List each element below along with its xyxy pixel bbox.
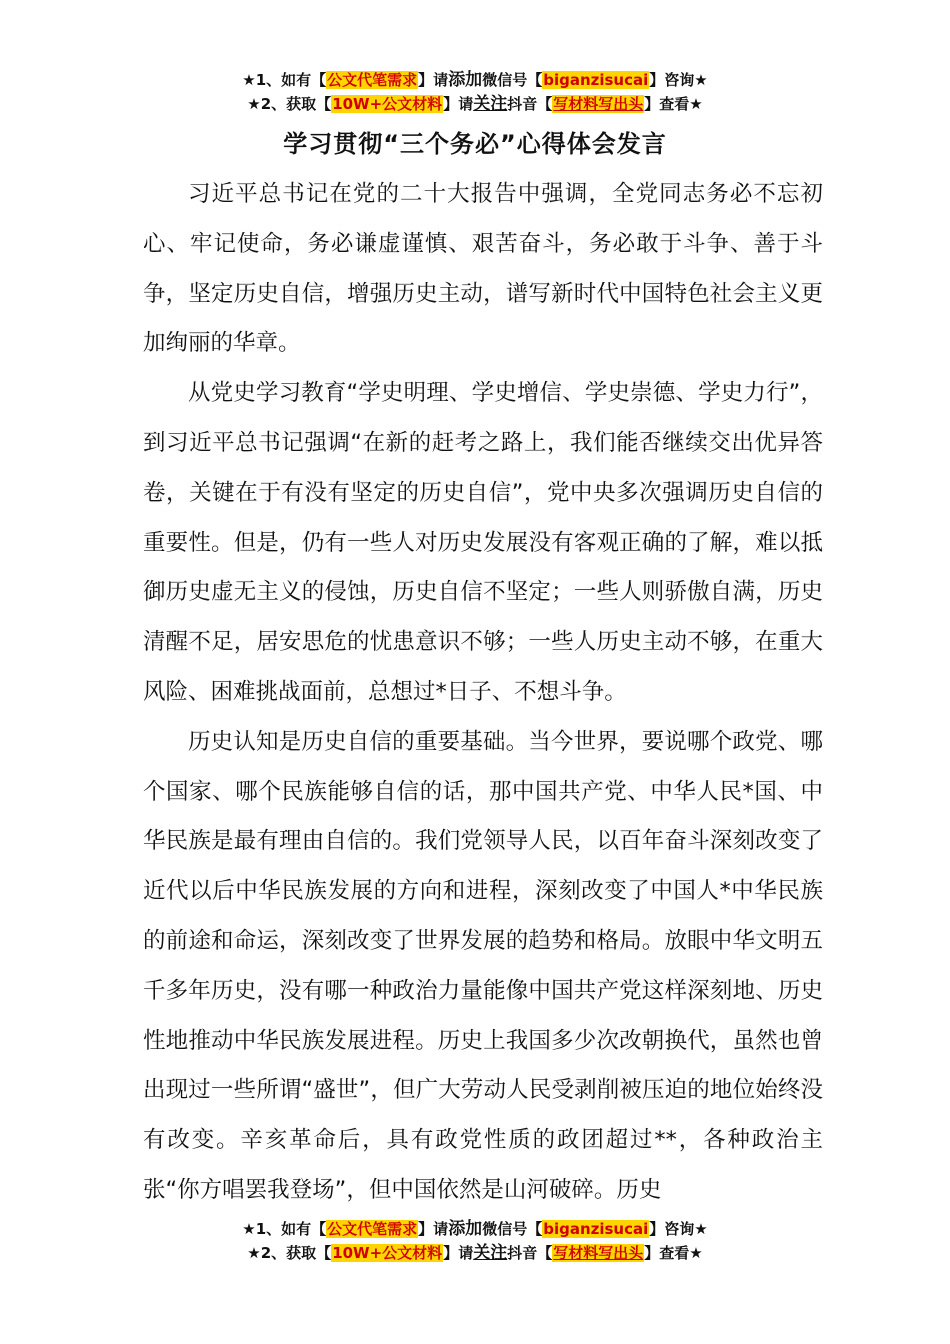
promo-line-1 <box>0 1217 950 1241</box>
promo-text: 】请 <box>418 71 449 89</box>
document-body <box>143 170 823 1216</box>
promo-text: ★2、获取【 <box>247 95 332 113</box>
promo-text: 】查看★ <box>644 1244 703 1262</box>
promo-text: 】咨询★ <box>649 71 708 89</box>
promo-emphasis: 添加 <box>448 1219 483 1239</box>
body-paragraph-3: 历史认知是历史自信的重要基础。当今世界，要说哪个政党、哪个国家、哪个民族能够自信的话，那中国共产党、中华人民*国、中华民族是最有理由自信的。我们党领导人民，以百年奋斗深刻改变了近代以后中华民族发展的方向和进程，深刻改变了中国人*中华民族的前途和命运，深刻改变了世界发展的趋势和格局。放眼中华文明五千多年历史，没有哪一种政治力量能像中国共产党这样深刻地、历史性地推动中华民族发展进程。历史上我国多少次改朝换代，虽然也曾出现过一些所谓“盛世”，但广大劳动人民受剥削被压迫的地位始终没有改变。辛亥革命后，具有政党性质的政团超过**，各种政治主张“你方唱罢我登场”，但中国依然是山河破碎。历史 <box>143 728 823 1203</box>
promo-text: 】咨询★ <box>649 1220 708 1238</box>
promo-highlight-wechat-id: biganzisucai <box>543 71 649 89</box>
promo-emphasis: 关注 <box>473 1243 508 1263</box>
promo-highlight-douyin: 写材料写出头 <box>553 95 644 113</box>
promo-text: 】请 <box>418 1220 449 1238</box>
promo-text: 微信号【 <box>482 1220 543 1238</box>
promo-text: 】请 <box>443 1244 474 1262</box>
promo-text: ★2、获取【 <box>247 1244 332 1262</box>
promo-emphasis: 添加 <box>448 70 483 90</box>
promo-highlight-materials: 10W+公文材料 <box>332 95 443 113</box>
promo-line-2 <box>0 1241 950 1265</box>
promo-line-1 <box>0 68 950 92</box>
promo-text: 】查看★ <box>644 95 703 113</box>
promo-banner-bottom <box>0 1217 950 1265</box>
promo-text: ★1、如有【 <box>242 1220 327 1238</box>
promo-highlight-service: 公文代笔需求 <box>327 1220 418 1238</box>
promo-highlight-douyin: 写材料写出头 <box>553 1244 644 1262</box>
promo-text: 】请 <box>443 95 474 113</box>
promo-highlight-wechat-id: biganzisucai <box>543 1220 649 1238</box>
body-paragraph-2: 从党史学习教育“学史明理、学史增信、学史崇德、学史力行”，到习近平总书记强调“在新的赶考之路上，我们能否继续交出优异答卷，关键在于有没有坚定的历史自信”，党中央多次强调历史自信的重要性。但是，仍有一些人对历史发展没有客观正确的了解，难以抵御历史虚无主义的侵蚀，历史自信不坚定；一些人则骄傲自满，历史清醒不足，居安思危的忧患意识不够；一些人历史主动不够，在重大风险、困难挑战面前，总想过*日子、不想斗争。 <box>143 380 823 705</box>
promo-text: 微信号【 <box>482 71 543 89</box>
promo-highlight-materials: 10W+公文材料 <box>332 1244 443 1262</box>
promo-text: 抖音【 <box>507 95 553 113</box>
promo-line-2 <box>0 92 950 116</box>
body-paragraph-1: 习近平总书记在党的二十大报告中强调，全党同志务必不忘初心、牢记使命，务必谦虚谨慎、艰苦奋斗，务必敢于斗争、善于斗争，坚定历史自信，增强历史主动，谱写新时代中国特色社会主义更加绚丽的华章。 <box>143 181 823 357</box>
promo-text: ★1、如有【 <box>242 71 327 89</box>
promo-text: 抖音【 <box>507 1244 553 1262</box>
promo-emphasis: 关注 <box>473 94 508 114</box>
document-title: 学习贯彻“三个务必”心得体会发言 <box>283 130 667 158</box>
promo-banner-top <box>0 68 950 116</box>
promo-highlight-service: 公文代笔需求 <box>327 71 418 89</box>
